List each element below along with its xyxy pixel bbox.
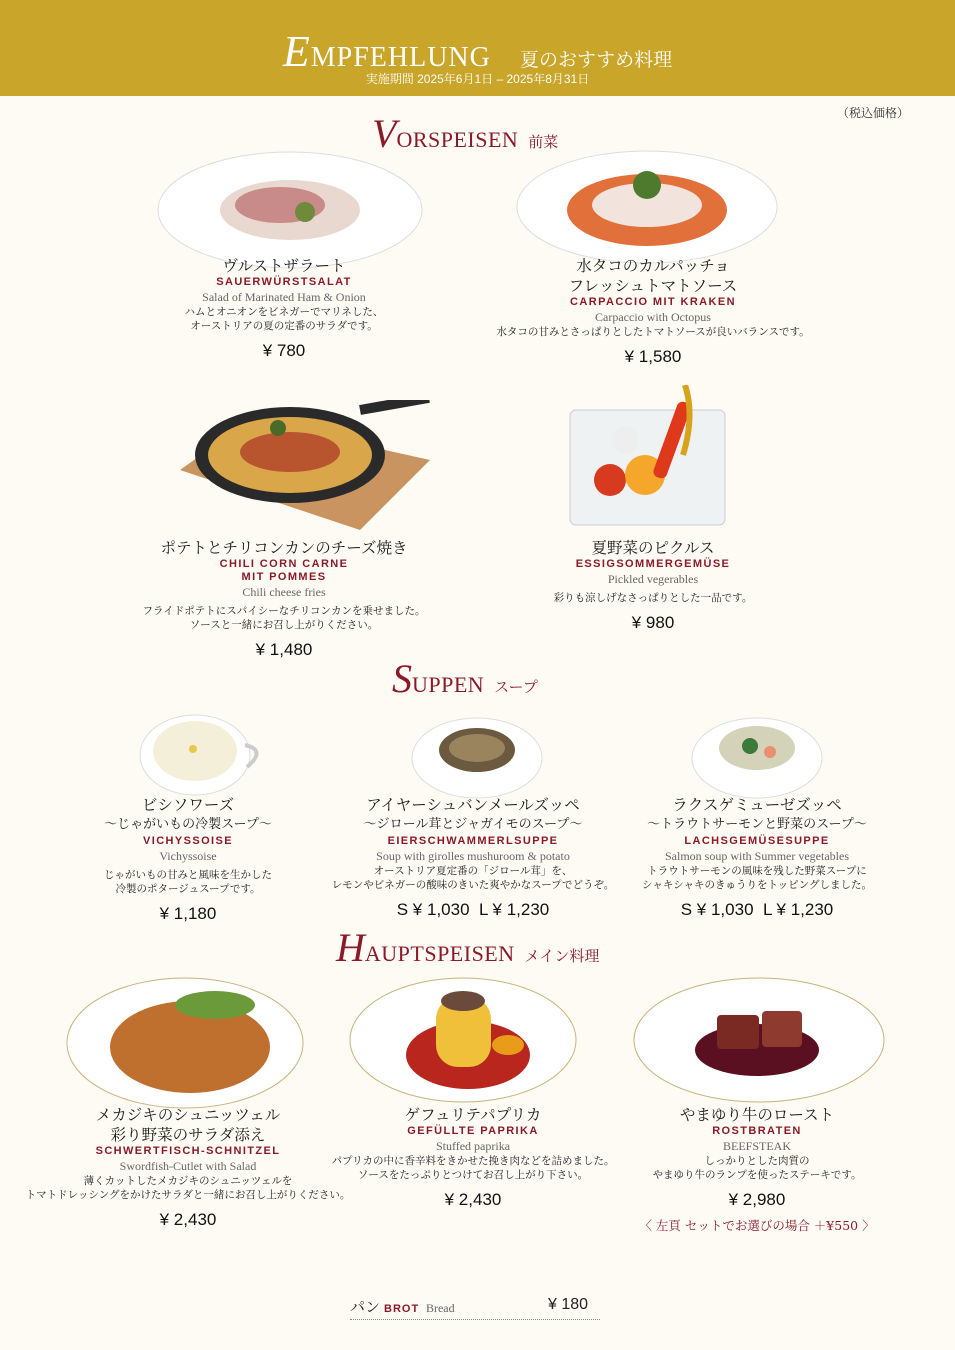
text-desc2: ソースと一緒にお召し上がりください。 xyxy=(189,619,379,631)
text-de: CHILI CORN CARNE xyxy=(219,558,349,570)
text-name: ゲフュリテパプリカ xyxy=(404,1106,542,1124)
text-en: Chili cheese fries xyxy=(242,585,326,599)
text-desc2: オーストリアの夏の定番のサラダです。 xyxy=(190,320,378,332)
text-de: LACHSGEMÜSESUPPE xyxy=(684,835,830,847)
text-en: Soup with girolles mushuroom & potato xyxy=(376,849,570,863)
text-title-cap: E xyxy=(282,27,311,76)
tax-note: （税込価格） xyxy=(836,106,909,120)
text-name2: 彩り野菜のサラダ添え xyxy=(110,1126,266,1144)
text-desc1: トラウトサーモンの風味を残した野菜スープに xyxy=(647,865,867,877)
price: ¥ 2,430 xyxy=(444,1190,502,1209)
period-text: 実施期間 2025年6月1日 – 2025年8月31日 xyxy=(365,72,590,86)
text-name: ラクスゲミューゼズッペ xyxy=(672,796,842,814)
text-desc1: しっかりとした肉質の xyxy=(704,1155,810,1167)
text-de: SAUERWÜRSTSALAT xyxy=(216,276,352,288)
text-name2: 〜じゃがいもの冷製スープ〜 xyxy=(104,817,272,832)
section-hauptspeisen xyxy=(336,924,599,971)
text-name: 水タコのカルパッチョ xyxy=(576,257,730,275)
text-desc1: 薄くカットしたメカジキのシュニッツェルを xyxy=(83,1175,293,1187)
dish-pickles xyxy=(554,538,753,633)
price: ¥ 1,580 xyxy=(624,347,682,366)
text-desc2: シャキシャキのきゅうりをトッピングしました。 xyxy=(642,879,872,891)
text-name: 夏野菜のピクルス xyxy=(591,539,715,557)
price: ¥ 2,980 xyxy=(728,1190,786,1209)
text-cap: V xyxy=(372,111,397,156)
text-de: VICHYSSOISE xyxy=(143,835,233,847)
text-desc2: レモンやビネガーの酸味のきいた爽やかなスープでどうぞ。 xyxy=(331,879,615,891)
price: ¥ 1,480 xyxy=(255,640,313,659)
text-title-rest: MPFEHLUNG xyxy=(310,42,491,73)
text-name: アイヤーシュバンメールズッペ xyxy=(366,796,580,814)
text-desc1: パプリカの中に香辛料をきかせた挽き肉などを詰めました。 xyxy=(331,1155,615,1167)
dish-vichyssoise xyxy=(104,795,272,924)
text-desc1: フライドポテトにスパイシーなチリコンカンを乗せました。 xyxy=(142,605,426,617)
text-desc1: じゃがいもの甘みと風味を生かした xyxy=(104,869,272,881)
text-jp: パン xyxy=(350,1298,381,1316)
text-jp: スープ xyxy=(494,678,538,696)
text-de: GEFÜLLTE PAPRIKA xyxy=(407,1125,539,1137)
dish-photo-paprika xyxy=(348,975,578,1105)
dish-photo-wurstsalat xyxy=(155,150,425,270)
dish-photo-schnitzel xyxy=(65,975,305,1110)
text-en: Vichyssoise xyxy=(159,849,217,863)
text-name2: 〜ジロール茸とジャガイモのスープ〜 xyxy=(363,817,583,832)
dish-chili-fries xyxy=(143,538,426,660)
dish-photo-pickles xyxy=(565,385,730,530)
dish-photo-rostbraten xyxy=(632,975,887,1105)
text-de: EIERSCHWAMMERLSUPPE xyxy=(387,835,559,847)
text-desc1: 水タコの甘みとさっぱりとしたトマトソースが良いバランスです。 xyxy=(496,326,810,338)
text-en: Pickled vegerables xyxy=(607,572,699,586)
text-name2: フレッシュトマトソース xyxy=(568,277,738,295)
text-name2: 〜トラウトサーモンと野菜のスープ〜 xyxy=(647,817,867,832)
text-rest: AUPTSPEISEN xyxy=(364,941,515,966)
price: S ¥ 1,030 L ¥ 1,230 xyxy=(396,900,550,919)
text-jp: メイン料理 xyxy=(524,947,600,965)
dish-photo-chili-fries xyxy=(160,400,435,535)
text-de: ESSIGSOMMERGEMÜSE xyxy=(575,558,731,570)
text-desc1: 彩りも涼しげなさっぱりとした一品です。 xyxy=(553,592,753,604)
text-de: CARPACCIO MIT KRAKEN xyxy=(570,296,736,308)
text-en: Stuffed paprika xyxy=(435,1139,511,1153)
text-desc2: トマトドレッシングをかけたサラダと一緒にお召し上がりください。 xyxy=(25,1189,351,1201)
text-name: ビシソワーズ xyxy=(141,796,235,814)
price: ¥ 780 xyxy=(262,341,306,360)
dish-rostbraten xyxy=(639,1105,874,1234)
text-desc1: ハムとオニオンをビネガーでマリネした、 xyxy=(184,306,384,318)
text-desc2: やまゆり牛のランプを使ったステーキです。 xyxy=(652,1169,862,1181)
text-desc1: オーストリア夏定番の「ジロール茸」を、 xyxy=(373,865,573,877)
section-suppen xyxy=(392,655,538,702)
dish-photo-vichyssoise xyxy=(135,705,270,800)
set-note: 〈 左頁 セットでお選びの場合 ＋¥550 〉 xyxy=(639,1218,875,1233)
text-de: SCHWERTFISCH-SCHNITZEL xyxy=(95,1145,281,1157)
dish-lachs xyxy=(642,795,872,920)
text-rest: UPPEN xyxy=(412,672,485,697)
dish-photo-eierschwammerl xyxy=(410,712,545,800)
text-en: Salmon soup with Summer vegetables xyxy=(665,849,849,863)
dish-wurstsalat xyxy=(185,256,384,361)
dish-photo-carpaccio xyxy=(515,150,780,265)
header-banner xyxy=(0,0,955,96)
text-name: ポテトとチリコンカンのチーズ焼き xyxy=(160,539,408,557)
text-en: Salad of Marinated Ham & Onion xyxy=(202,290,366,304)
text-de: ROSTBRATEN xyxy=(712,1125,802,1137)
text-jp: 前菜 xyxy=(528,133,559,151)
price: S ¥ 1,030 L ¥ 1,230 xyxy=(680,900,834,919)
text-en: Carpaccio with Octopus xyxy=(595,310,711,324)
dish-carpaccio xyxy=(496,256,809,367)
text-en: Swordfish-Cutlet with Salad xyxy=(119,1159,257,1173)
text-cap: H xyxy=(336,925,365,970)
text-title-jp: 夏のおすすめ料理 xyxy=(519,49,673,71)
text-desc2: ソースをたっぷりとつけてお召し上がり下さい。 xyxy=(357,1169,589,1181)
price: ¥ 180 xyxy=(548,1296,589,1313)
text-name: メカジキのシュニッツェル xyxy=(95,1106,281,1124)
bread-line xyxy=(350,1296,600,1320)
dish-schnitzel xyxy=(26,1105,351,1230)
text-cap: S xyxy=(392,656,412,701)
text-name: ヴルストザラート xyxy=(222,257,346,275)
text-name: やまゆり牛のロースト xyxy=(679,1106,835,1124)
text-desc2: 冷製のポタージュスープです。 xyxy=(115,883,261,895)
text-de2: MIT POMMES xyxy=(241,571,327,583)
dish-photo-lachs xyxy=(690,712,825,800)
text-de: BROT xyxy=(384,1303,420,1315)
dish-eierschwammerl xyxy=(332,795,615,920)
dish-paprika xyxy=(332,1105,615,1210)
price: ¥ 2,430 xyxy=(159,1210,217,1229)
text-en: Bread xyxy=(425,1301,455,1315)
price: ¥ 980 xyxy=(631,613,675,632)
text-rest: ORSPEISEN xyxy=(396,127,519,152)
price: ¥ 1,180 xyxy=(159,904,217,923)
text-en: BEEFSTEAK xyxy=(722,1139,791,1153)
